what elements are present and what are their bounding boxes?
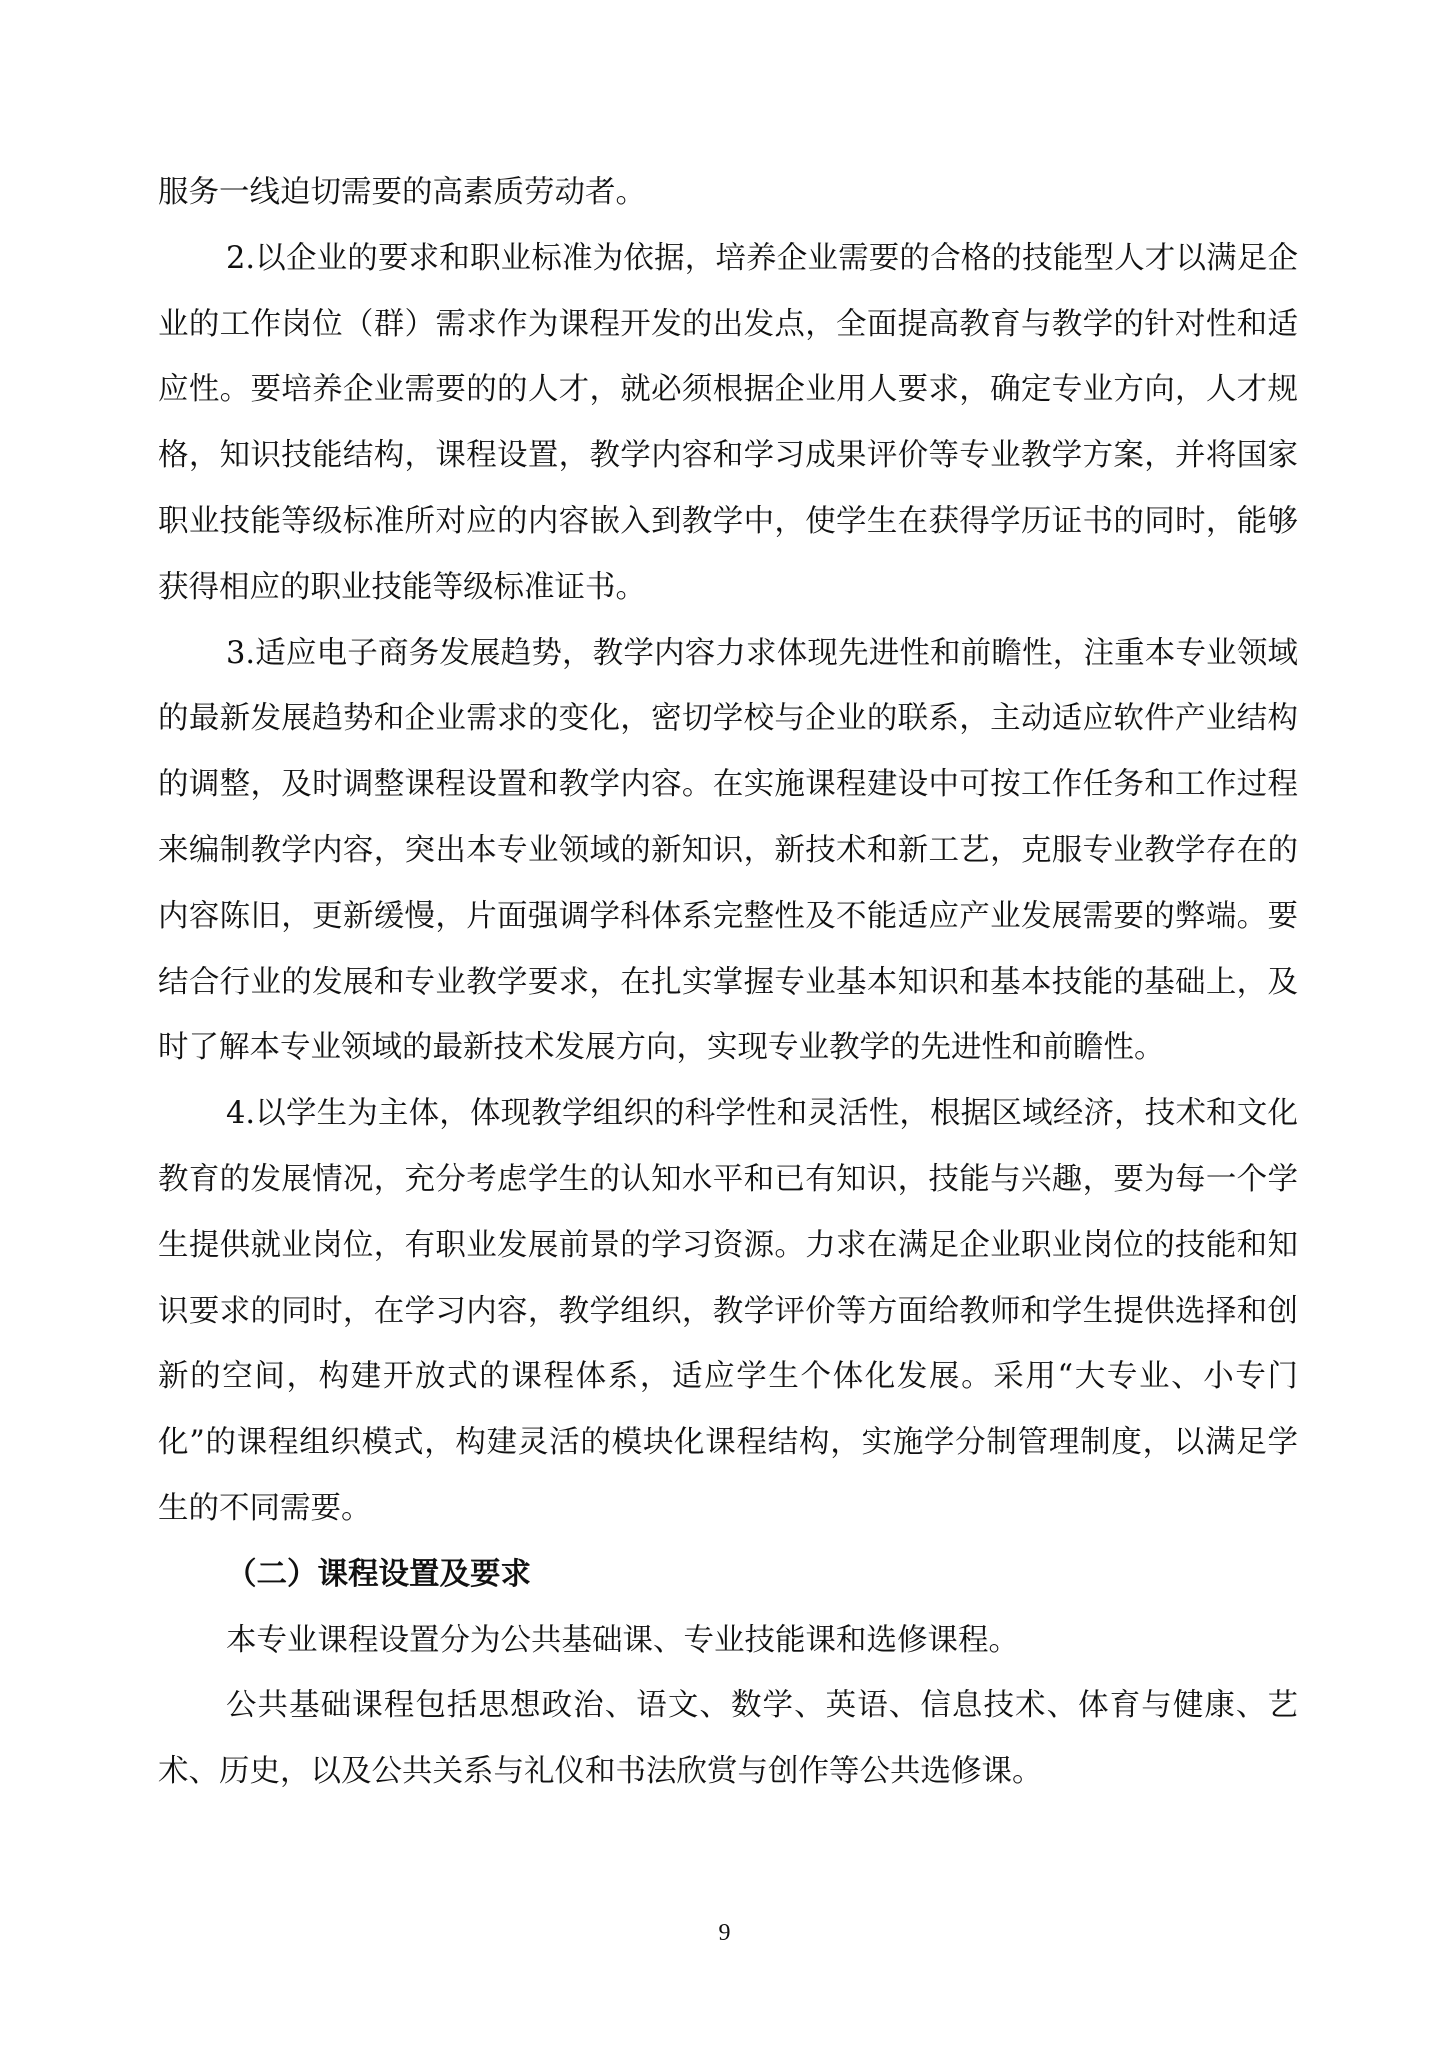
paragraph-item-4: 4.以学生为主体，体现教学组织的科学性和灵活性，根据区域经济，技术和文化教育的发展情况，充分考虑学生的认知水平和已有知识，技能与兴趣，要为每一个学生提供就业岗位，有职业发展前景的学习资源。力求在满足企业职业岗位的技能和知识要求的同时，在学习内容，教学组织，教学评价等方面给教师和学生提供选择和创新的空间，构建开放式的课程体系，适应学生个体化发展。采用“大专业、小专门化”的课程组织模式，构建灵活的模块化课程结构，实施学分制管理制度，以满足学生的不同需要。 [158,1096,1298,1526]
paragraph-continuation: 服务一线迫切需要的高素质劳动者。 [158,175,646,210]
paragraph-public-courses: 公共基础课程包括思想政治、语文、数学、英语、信息技术、体育与健康、艺术、历史，以及公共关系与礼仪和书法欣赏与创作等公共选修课。 [158,1688,1298,1790]
document-body [158,160,1298,1805]
page-number: 9 [718,1920,731,1946]
paragraph-course-overview: 本专业课程设置分为公共基础课、专业技能课和选修课程。 [226,1622,1019,1658]
section-heading: （二）课程设置及要求 [226,1556,531,1592]
paragraph-item-3: 3.适应电子商务发展趋势，教学内容力求体现先进性和前瞻性，注重本专业领域的最新发展趋势和企业需求的变化，密切学校与企业的联系，主动适应软件产业结构的调整，及时调整课程设置和教学内容。在实施课程建设中可按工作任务和工作过程来编制教学内容，突出本专业领域的新知识，新技术和新工艺，克服专业教学存在的内容陈旧，更新缓慢，片面强调学科体系完整性及不能适应产业发展需要的弊端。要结合行业的发展和专业教学要求，在扎实掌握专业基本知识和基本技能的基础上，及时了解本专业领域的最新技术发展方向，实现专业教学的先进性和前瞻性。 [158,635,1298,1066]
paragraph-item-2: 2.以企业的要求和职业标准为依据，培养企业需要的合格的技能型人才以满足企业的工作岗位（群）需求作为课程开发的出发点，全面提高教育与教学的针对性和适应性。要培养企业需要的的人才，就必须根据企业用人要求，确定专业方向，人才规格，知识技能结构，课程设置，教学内容和学习成果评价等专业教学方案，并将国家职业技能等级标准所对应的内容嵌入到教学中，使学生在获得学历证书的同时，能够获得相应的职业技能等级标准证书。 [158,240,1298,605]
